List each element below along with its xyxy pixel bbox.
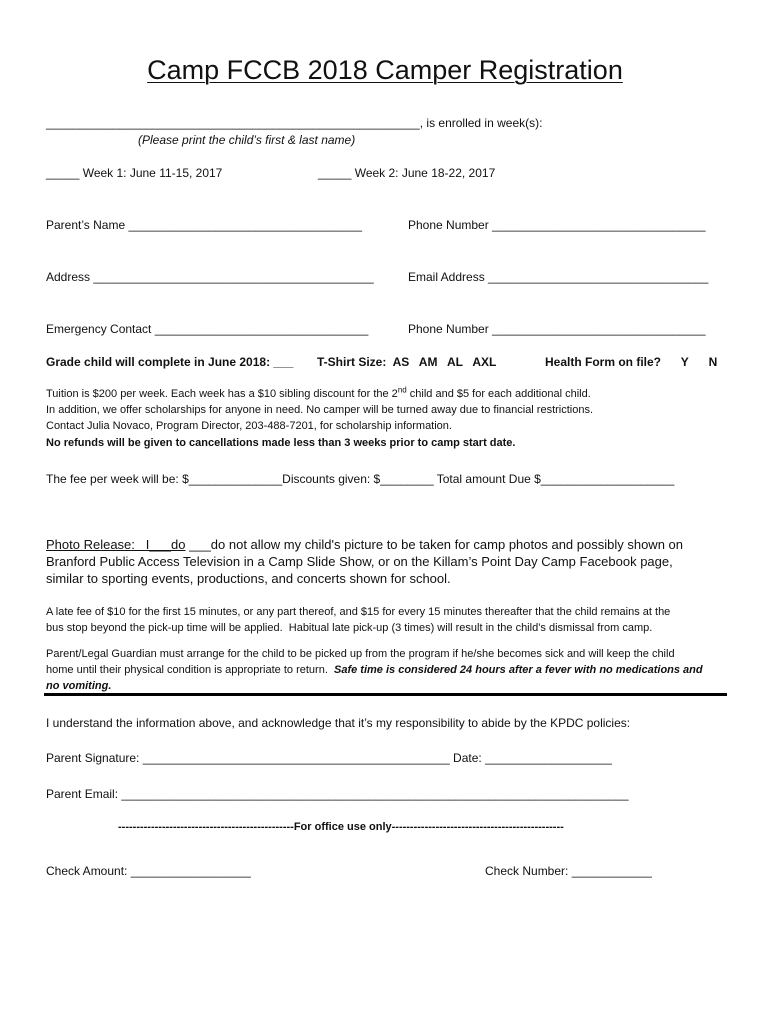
phone-number-field[interactable]: Phone Number ________________________________: [408, 218, 706, 232]
sick-policy-line-1: Parent/Legal Guardian must arrange for the child to be picked up from the program if he/she becomes sick and will keep the child: [46, 648, 675, 660]
sick-policy-line-3: no vomiting.: [46, 680, 112, 692]
sick-policy-line-2: home until their physical condition is appropriate to return. Safe time is considered 24 hours after a fever with no medications and: [46, 664, 703, 676]
scholarship-text: In addition, we offer scholarships for anyone in need. No camper will be turned away due to financial restrictions.: [46, 404, 594, 416]
address-field[interactable]: Address __________________________________________: [46, 270, 374, 284]
photo-release-line-1[interactable]: Photo Release: I___do ___do not allow my child's picture to be taken for camp photos and possibly shown on: [46, 537, 683, 552]
health-form-options[interactable]: Health Form on file? Y N: [545, 355, 718, 369]
fee-fields[interactable]: The fee per week will be: $______________Discounts given: $________ Total amount Due $____________________: [46, 472, 675, 486]
check-amount-field[interactable]: Check Amount: __________________: [46, 864, 251, 878]
late-fee-line-1: A late fee of $10 for the first 15 minutes, or any part thereof, and $15 for every 15 minutes thereafter that the child remains at the: [46, 606, 671, 618]
photo-release-line-3: similar to sporting events, productions, and concerts shown for school.: [46, 571, 451, 586]
tuition-text: Tuition is $200 per week. Each week has a $10 sibling discount for the 2nd child and $5 for each additional child.: [46, 385, 591, 400]
refund-policy: No refunds will be given to cancellations made less than 3 weeks prior to camp start date.: [46, 437, 516, 449]
office-use-divider: ------------------------------------------------For office use only-----------------------------------------------: [118, 821, 564, 833]
photo-release-line-2: Branford Public Access Television in a Camp Slide Show, or on the Killam’s Point Day Camp Facebook page,: [46, 554, 673, 569]
acknowledgement-text: I understand the information above, and acknowledge that it’s my responsibility to abide by the KPDC policies:: [46, 716, 631, 730]
signature-date-fields[interactable]: Parent Signature: ______________________________________________ Date: ___________________: [46, 751, 612, 765]
form-title: Camp FCCB 2018 Camper Registration: [147, 55, 623, 85]
email-address-field[interactable]: Email Address _________________________________: [408, 270, 709, 284]
parent-email-field[interactable]: Parent Email: ____________________________________________________________________________: [46, 787, 629, 801]
emergency-phone-field[interactable]: Phone Number ________________________________: [408, 322, 706, 336]
contact-text: Contact Julia Novaco, Program Director, 203-488-7201, for scholarship information.: [46, 420, 452, 432]
week2-option[interactable]: _____ Week 2: June 18-22, 2017: [318, 166, 496, 180]
check-number-field[interactable]: Check Number: ____________: [485, 864, 652, 878]
photo-release-label: Photo Release: I___do: [46, 537, 186, 552]
late-fee-line-2: bus stop beyond the pick-up time will be applied. Habitual late pick-up (3 times) will result in the child’s dismissal from camp.: [46, 622, 653, 634]
parent-name-field[interactable]: Parent’s Name ___________________________________: [46, 218, 363, 232]
child-name-field[interactable]: ________________________________________________________, is enrolled in week(s):: [46, 116, 543, 130]
emergency-contact-field[interactable]: Emergency Contact ________________________________: [46, 322, 369, 336]
child-name-hint: (Please print the child’s first & last name): [138, 133, 356, 147]
grade-field[interactable]: Grade child will complete in June 2018: ___: [46, 355, 294, 369]
tshirt-size-options[interactable]: T-Shirt Size: AS AM AL AXL: [317, 355, 497, 369]
section-divider: [44, 693, 727, 696]
week1-option[interactable]: _____ Week 1: June 11-15, 2017: [46, 166, 223, 180]
